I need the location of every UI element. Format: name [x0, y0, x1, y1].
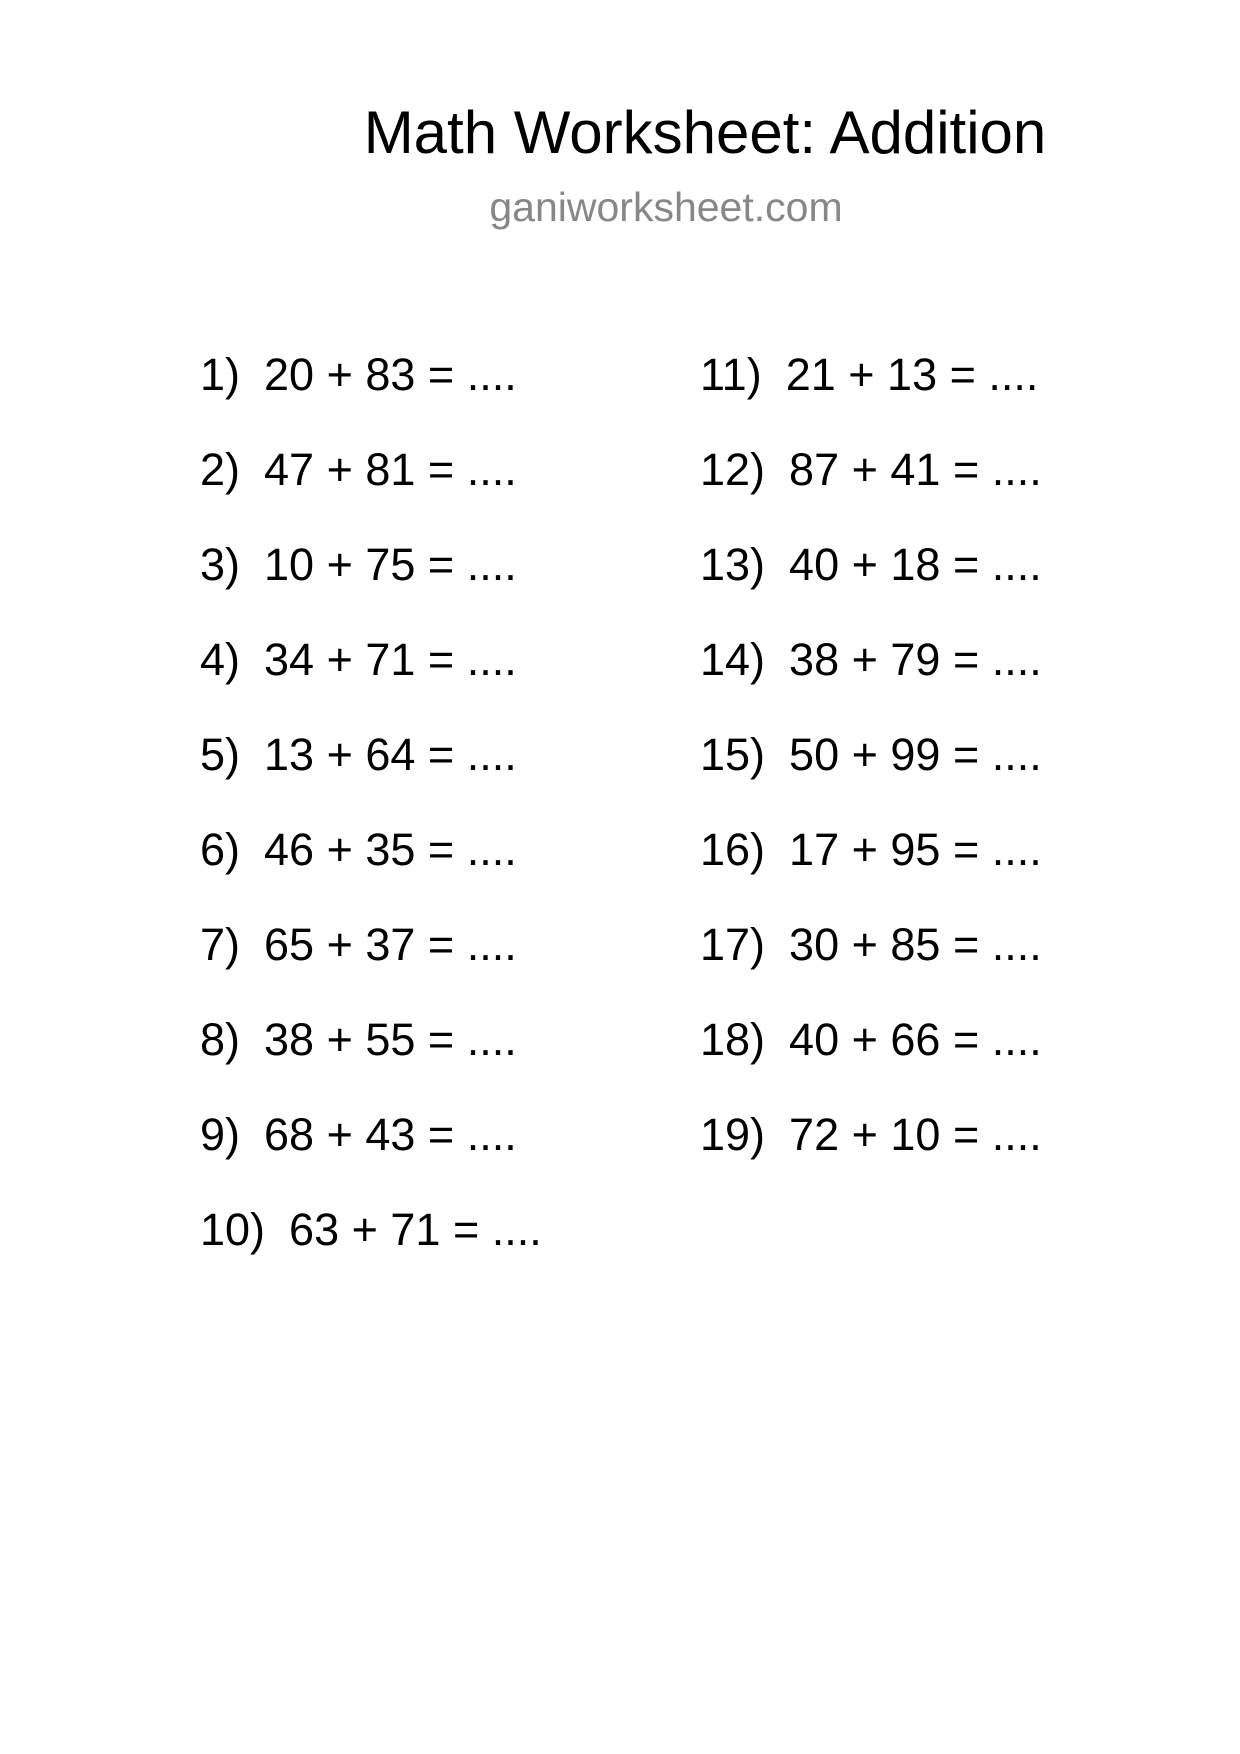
problem-number: 10): [200, 1204, 266, 1255]
problem-number: 17): [700, 919, 766, 970]
problem-expression: 40 + 18 = ....: [789, 539, 1042, 590]
problem-number: 4): [200, 634, 241, 685]
problem-number: 11): [700, 349, 762, 400]
problem-item: [700, 725, 1042, 820]
problem-item: [700, 1010, 1042, 1105]
problem-item: [700, 440, 1042, 535]
problem-expression: 38 + 55 = ....: [264, 1014, 517, 1065]
problem-item: [700, 535, 1042, 630]
problem-expression: 87 + 41 = ....: [789, 444, 1042, 495]
problem-item: [200, 440, 542, 535]
problem-expression: 65 + 37 = ....: [264, 919, 517, 970]
problem-number: 19): [700, 1109, 766, 1160]
problem-number: 2): [200, 444, 241, 495]
problem-number: 9): [200, 1109, 241, 1160]
problem-expression: 38 + 79 = ....: [789, 634, 1042, 685]
problem-expression: 72 + 10 = ....: [789, 1109, 1042, 1160]
problem-column-left: [200, 345, 542, 1295]
problem-item: [700, 915, 1042, 1010]
problem-expression: 34 + 71 = ....: [264, 634, 517, 685]
problem-expression: 50 + 99 = ....: [789, 729, 1042, 780]
problem-expression: 40 + 66 = ....: [789, 1014, 1042, 1065]
problem-number: 15): [700, 729, 766, 780]
problem-number: 13): [700, 539, 766, 590]
problem-item: [700, 1105, 1042, 1200]
problem-item: [200, 1010, 542, 1105]
problem-item: [700, 630, 1042, 725]
problem-number: 18): [700, 1014, 766, 1065]
problem-number: 16): [700, 824, 766, 875]
problem-expression: 13 + 64 = ....: [264, 729, 517, 780]
problem-expression: 30 + 85 = ....: [789, 919, 1042, 970]
problem-item: [200, 345, 542, 440]
problem-item: [700, 820, 1042, 915]
problem-number: 8): [200, 1014, 241, 1065]
problem-expression: 20 + 83 = ....: [264, 349, 517, 400]
website-name: ganiworksheet.com: [489, 184, 843, 230]
problem-expression: 63 + 71 = ....: [289, 1204, 542, 1255]
problem-item: [200, 1105, 542, 1200]
problem-item: [200, 915, 542, 1010]
problem-item: [200, 1200, 542, 1295]
problem-expression: 10 + 75 = ....: [264, 539, 517, 590]
problem-expression: 47 + 81 = ....: [264, 444, 517, 495]
problem-item: [200, 725, 542, 820]
problem-number: 14): [700, 634, 766, 685]
problem-expression: 21 + 13 = ....: [785, 349, 1039, 400]
problem-item: [700, 345, 1042, 440]
problem-number: 12): [700, 444, 766, 495]
problem-expression: 68 + 43 = ....: [264, 1109, 517, 1160]
problem-item: [200, 820, 542, 915]
problem-item: [200, 535, 542, 630]
problem-expression: 46 + 35 = ....: [264, 824, 517, 875]
problem-number: 7): [200, 919, 241, 970]
problem-column-right: [700, 345, 1042, 1200]
worksheet-title: Math Worksheet: Addition: [363, 99, 1047, 166]
problem-expression: 17 + 95 = ....: [789, 824, 1042, 875]
problem-number: 6): [200, 824, 241, 875]
problem-item: [200, 630, 542, 725]
problem-number: 5): [200, 729, 241, 780]
problem-number: 3): [200, 539, 241, 590]
problem-number: 1): [200, 349, 241, 400]
